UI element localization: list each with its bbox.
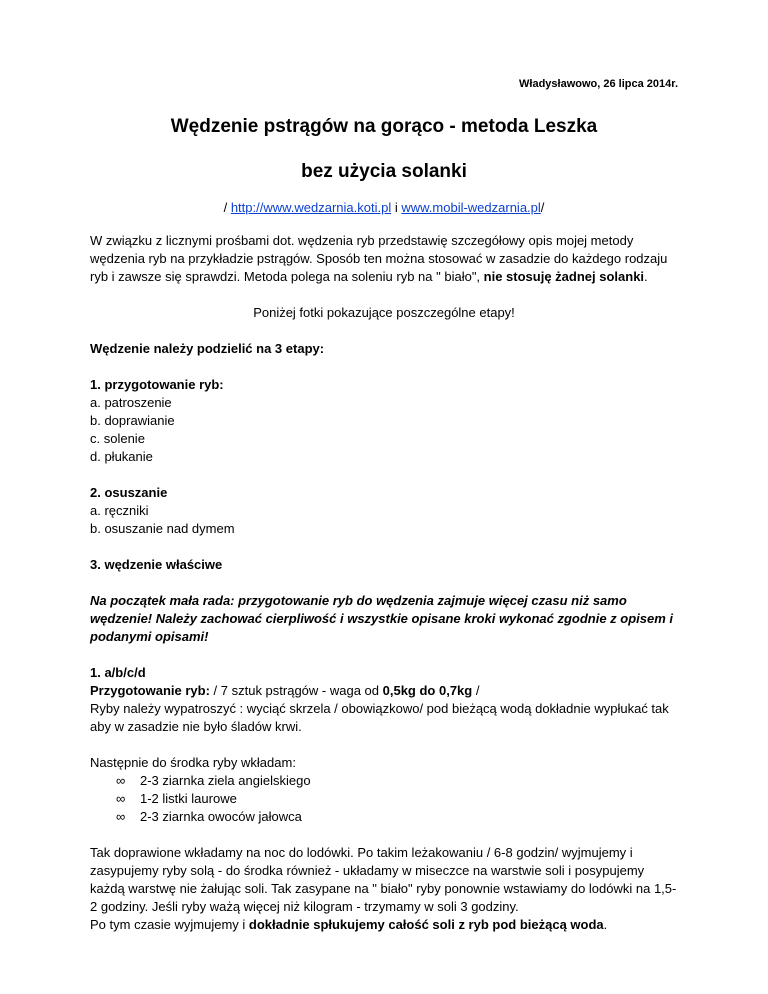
stage1-item: a. patroszenie: [90, 395, 172, 410]
document-title: Wędzenie pstrągów na gorąco - metoda Leszka: [170, 116, 598, 137]
salting-text: Tak doprawione wkładamy na noc do lodówki. Po takim leżakowaniu / 6-8 godzin/ wyjmujemy i zasypujemy ryby solą - do środka również - układamy w miseczce na warstwie soli i posypujemy każdą warstwę nie żałując soli. Tak zasypane na " biało" ryby ponownie wstawiamy do lodówki na 1,5-2 godziny. Jeśli ryby ważą więcej niż kilogram - trzymamy w soli 3 godziny.: [90, 845, 677, 914]
infinity-bullet-icon: ∞: [116, 791, 126, 806]
intro-text: W związku z licznymi prośbami dot. wędzenia ryb przedstawię szczegółowy opis mojej metody wędzenia ryb na przykładzie pstrągów. Sposób ten można stosować w zasadzie do każdego rodzaju ryb i zawsze się sprawdzi. Metoda polega na soleniu ryb na " biało",: [90, 233, 668, 284]
stage1-item: d. płukanie: [90, 449, 153, 464]
prep-text2: /: [472, 683, 480, 698]
list-item: [116, 772, 678, 790]
salting-line2: [90, 916, 678, 934]
stage1-list: [90, 376, 678, 466]
link-mobil-wedzarnia[interactable]: www.mobil-wedzarnia.pl: [401, 200, 541, 215]
list-item: [116, 790, 678, 808]
stage2-heading: 2. osuszanie: [90, 485, 168, 500]
spice-text: 2-3 ziarnka ziela angielskiego: [140, 773, 311, 788]
prep-heading: 1. a/b/c/d: [90, 665, 146, 680]
stage1-heading: 1. przygotowanie ryb:: [90, 377, 224, 392]
salting-line2-bold: dokładnie spłukujemy całość soli z ryb pod bieżącą woda: [248, 917, 604, 932]
prep-line1: [90, 682, 678, 700]
spice-text: 1-2 listki laurowe: [140, 791, 237, 806]
infinity-bullet-icon: ∞: [116, 773, 126, 788]
stage1-item: b. doprawianie: [90, 413, 175, 428]
prep-text1: / 7 sztuk pstrągów - waga od: [209, 683, 383, 698]
prep-line2: Ryby należy wypatroszyć : wyciąć skrzela / obowiązkowo/ pod bieżącą wodą dokładnie wypłukać tak aby w zasadzie nie było śladów krwi.: [90, 701, 669, 734]
advice-paragraph: Na początek mała rada: przygotowanie ryb do wędzenia zajmuje więcej czasu niż samo wędzenie! Należy zachować cierpliwość i wszystkie opisane kroki wykonać zgodnie z opisem i podanymi opisami!: [90, 593, 674, 644]
links-between: i: [391, 200, 402, 215]
spice-text: 2-3 ziarnka owoców jałowca: [140, 809, 302, 824]
infinity-bullet-icon: ∞: [116, 809, 126, 824]
stages-heading: Wędzenie należy podzielić na 3 etapy:: [90, 341, 325, 356]
stage2-item: a. ręczniki: [90, 503, 149, 518]
intro-bold: nie stosuję żadnej solanki: [483, 269, 645, 284]
link-wedzarnia-koti[interactable]: http://www.wedzarnia.koti.pl: [230, 200, 392, 215]
salting-line2-end: .: [603, 917, 608, 932]
stage2-item: b. osuszanie nad dymem: [90, 521, 235, 536]
stage3-heading: 3. wędzenie właściwe: [90, 557, 223, 572]
document-subtitle: bez użycia solanki: [301, 161, 467, 182]
spices-intro: Następnie do środka ryby wkładam:: [90, 755, 296, 770]
website-links: [90, 200, 678, 215]
prep-weight: 0,5kg do 0,7kg: [382, 683, 473, 698]
prep-label: Przygotowanie ryb:: [90, 683, 210, 698]
stage2-list: [90, 484, 678, 538]
place-date: Władysławowo, 26 lipca 2014r.: [519, 78, 678, 90]
salting-line2-start: Po tym czasie wyjmujemy i: [90, 917, 249, 932]
salting-paragraph: [90, 844, 678, 934]
stage1-item: c. solenie: [90, 431, 145, 446]
prep-section: [90, 664, 678, 736]
links-suffix: /: [540, 200, 545, 215]
links-prefix: /: [223, 200, 231, 215]
intro-end: .: [644, 269, 648, 284]
list-item: [116, 808, 678, 826]
intro-paragraph: [90, 232, 678, 286]
photos-note: Poniżej fotki pokazujące poszczególne etapy!: [253, 305, 515, 320]
spices-list: [90, 772, 678, 826]
